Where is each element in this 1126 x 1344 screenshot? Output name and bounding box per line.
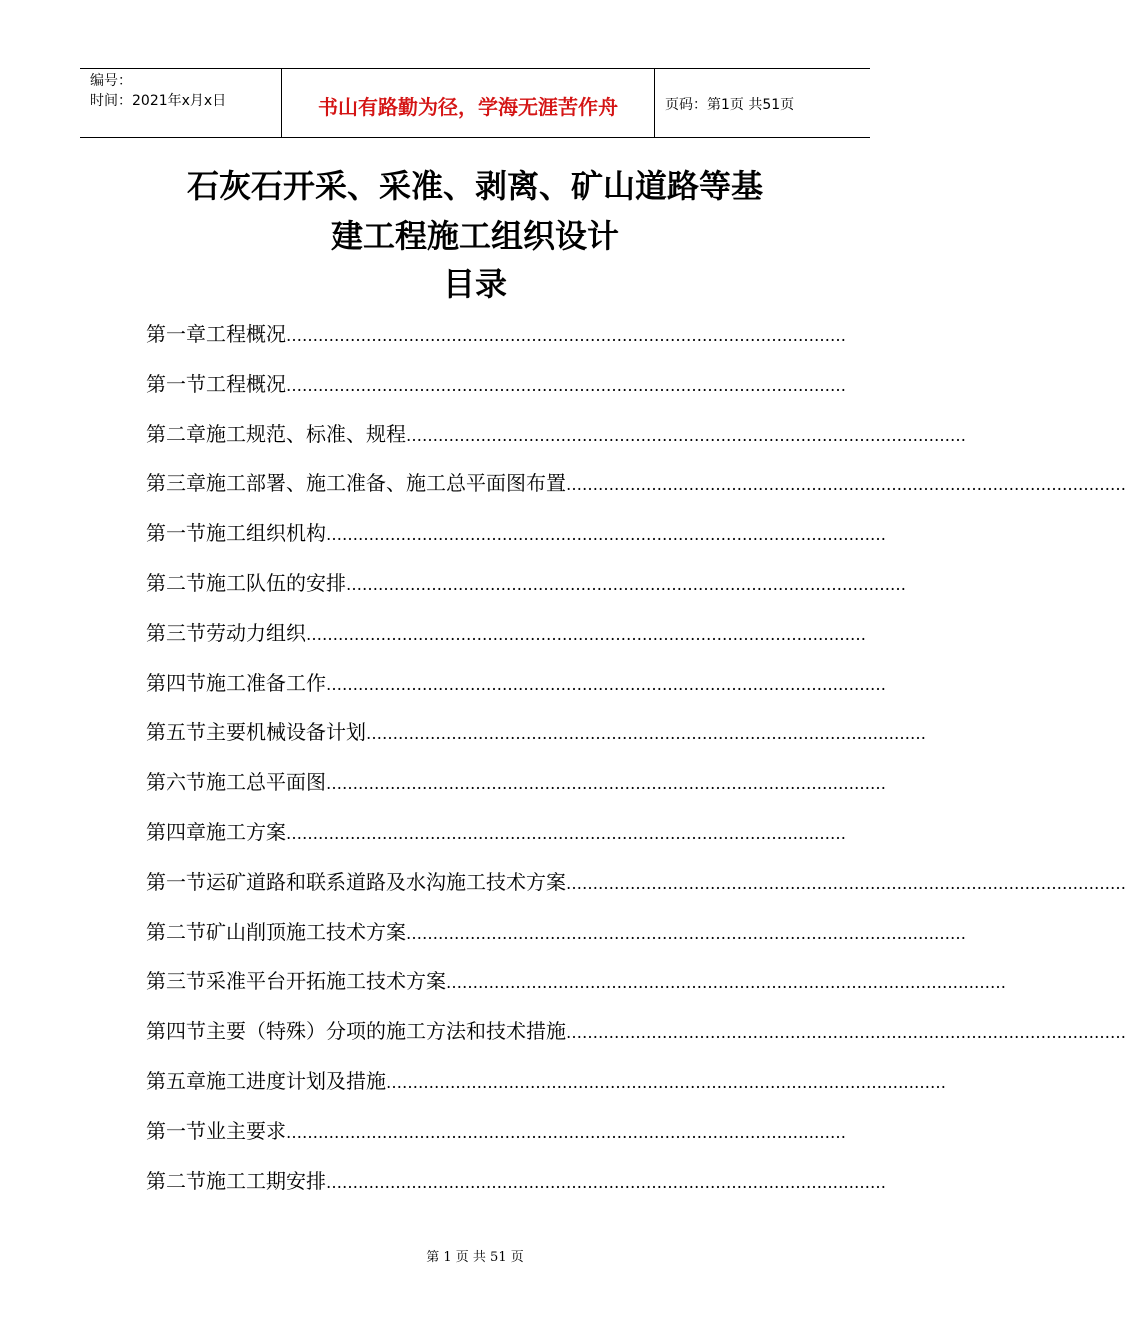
toc-item[interactable] <box>146 362 846 412</box>
toc-item-text: 第三节采准平台开拓施工技术方案 <box>146 969 446 994</box>
toc-item[interactable] <box>146 461 1126 511</box>
toc-leader: …………………………………………………………………………………………… <box>406 425 966 445</box>
toc-leader: …………………………………………………………………………………………… <box>346 574 906 594</box>
toc-item[interactable] <box>146 1109 846 1159</box>
toc-item[interactable] <box>146 1059 946 1109</box>
toc-item[interactable] <box>146 1009 1126 1059</box>
toc-item-text: 第二章施工规范、标准、规程 <box>146 421 406 446</box>
toc-leader: …………………………………………………………………………………………… <box>286 326 846 345</box>
toc-leader: …………………………………………………………………………………………… <box>286 1122 846 1142</box>
toc-leader: …………………………………………………………………………………………… <box>566 873 1126 893</box>
toc-heading: 目录 <box>442 265 507 303</box>
toc-item-text: 第二节施工队伍的安排 <box>146 570 346 595</box>
toc-leader: …………………………………………………………………………………………… <box>286 375 846 395</box>
number-label: 编号： <box>90 73 132 89</box>
toc-leader: …………………………………………………………………………………………… <box>326 674 886 694</box>
toc-item[interactable] <box>146 312 846 362</box>
toc-leader: …………………………………………………………………………………………… <box>566 1023 1126 1043</box>
toc-leader: …………………………………………………………………………………………… <box>446 973 1006 993</box>
toc-item-text: 第三章施工部署、施工准备、施工总平面图布置 <box>146 471 566 496</box>
toc-leader: …………………………………………………………………………………………… <box>326 525 886 545</box>
toc-item-text: 第四节施工准备工作 <box>146 670 326 695</box>
page-footer: 第 1 页 共 51 页 <box>426 1250 524 1265</box>
toc-item[interactable] <box>146 959 1006 1009</box>
time-label: 时间：2021年x月x日 <box>90 93 227 109</box>
document-title-line-1: 石灰石开采、采准、剥离、矿山道路等基 <box>186 167 763 205</box>
toc-item[interactable] <box>146 561 906 611</box>
toc-item[interactable] <box>146 611 866 661</box>
toc-leader: …………………………………………………………………………………………… <box>566 475 1126 495</box>
toc-item-text: 第四节主要（特殊）分项的施工方法和技术措施 <box>146 1019 566 1044</box>
toc-item[interactable] <box>146 760 886 810</box>
toc-leader: …………………………………………………………………………………………… <box>286 823 846 843</box>
toc-item[interactable] <box>146 661 886 711</box>
toc-leader: …………………………………………………………………………………………… <box>306 624 866 644</box>
toc-item-text: 第三节劳动力组织 <box>146 620 306 645</box>
document-title-line-2: 建工程施工组织设计 <box>330 217 619 255</box>
toc-leader: …………………………………………………………………………………………… <box>326 1172 886 1192</box>
toc-item[interactable] <box>146 910 966 960</box>
toc-item-text: 第五节主要机械设备计划 <box>146 720 366 745</box>
header-motto: 书山有路勤为径，学海无涯苦作舟 <box>282 69 655 137</box>
toc-item[interactable] <box>146 860 1126 910</box>
toc-item-text: 第一节施工组织机构 <box>146 521 326 546</box>
toc-leader: …………………………………………………………………………………………… <box>326 774 886 794</box>
toc-item[interactable] <box>146 412 966 462</box>
toc-item-text: 第一章工程概况 <box>146 322 286 346</box>
toc-item-text: 第六节施工总平面图 <box>146 770 326 795</box>
toc-leader: …………………………………………………………………………………………… <box>386 1072 946 1092</box>
page-header <box>80 68 870 138</box>
toc-item[interactable] <box>146 511 886 561</box>
toc-leader: …………………………………………………………………………………………… <box>406 923 966 943</box>
header-page-info: 页码：第1页 共51页 <box>665 97 795 113</box>
toc-item[interactable] <box>146 810 846 860</box>
toc-item[interactable] <box>146 1159 886 1209</box>
toc-item-text: 第二节矿山削顶施工技术方案 <box>146 919 406 944</box>
toc-item-text: 第一节工程概况 <box>146 371 286 396</box>
toc-item-text: 第二节施工工期安排 <box>146 1168 326 1193</box>
toc-item[interactable] <box>146 710 926 760</box>
toc-item-text: 第五章施工进度计划及措施 <box>146 1068 386 1093</box>
table-of-contents <box>146 312 1126 1208</box>
header-meta <box>80 69 282 137</box>
toc-item-text: 第四章施工方案 <box>146 819 286 844</box>
toc-item-text: 第一节运矿道路和联系道路及水沟施工技术方案 <box>146 869 566 894</box>
toc-item-text: 第一节业主要求 <box>146 1118 286 1143</box>
toc-leader: …………………………………………………………………………………………… <box>366 724 926 744</box>
